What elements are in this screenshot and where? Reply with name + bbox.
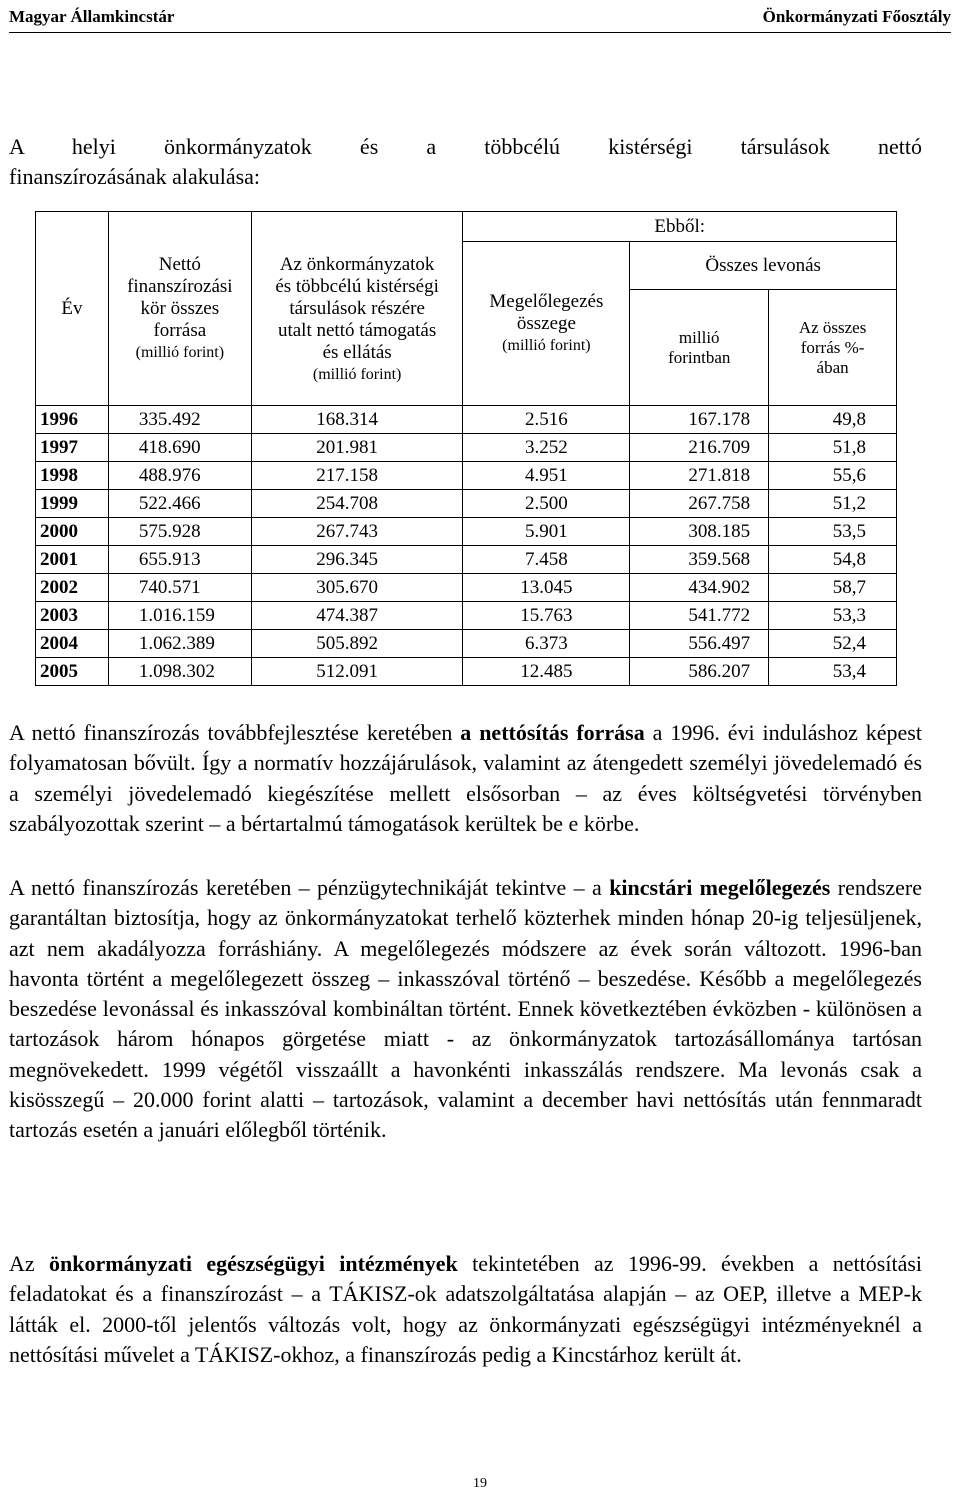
table-cell-pct: 54,8 xyxy=(769,546,897,574)
table-cell-pct: 51,2 xyxy=(769,490,897,518)
header-support-line: társulások részére xyxy=(289,297,425,319)
table-cell-source: 1.098.302 xyxy=(108,658,251,686)
paragraph-2 xyxy=(9,873,922,1146)
title-line-1: A helyi önkormányzatok és a többcélú kistérségi társulások nettó xyxy=(9,134,922,159)
para1-text-a: A nettó finanszírozás továbbfejlesztése keretében xyxy=(9,720,461,745)
table-cell-pct: 53,5 xyxy=(769,518,897,546)
table-cell-pct: 53,4 xyxy=(769,658,897,686)
header-advance-line: összege xyxy=(516,312,576,334)
table-cell-support: 512.091 xyxy=(251,658,463,686)
table-cell-support: 474.387 xyxy=(251,602,463,630)
para2-text-c: rendszere garantáltan biztosítja, hogy az önkormányzatokat terhelő közterhek minden hónap 20-ig teljesüljenek, azt nem akadályozza forráshiány. A megelőlegezés módszere az évek során változott. 1996-ban havonta történt a megelőlegezett összeg – inkasszóval történő – beszedése. Később a megelőlegezés beszedése levonással és inkasszóval kombináltan történt. Ennek következtében évközben - különösen a tartozások három hónapos görgetése miatt - az önkormányzatok tartozásállománya tartósan megnövekedett. 1999 végétől visszaállt a havonkénti inkasszálás rendszere. Ma levonás csak a kisösszegű – 20.000 forint alatti – tartozások, valamint a december havi nettósítás után fennmaradt tartozás esetén a januári előlegből történik. xyxy=(9,875,923,1143)
table-cell-pct: 55,6 xyxy=(769,462,897,490)
table-row xyxy=(36,518,897,546)
page-number: 19 xyxy=(473,1476,487,1491)
table-cell-support: 296.345 xyxy=(251,546,463,574)
header-source-line: finanszírozási xyxy=(127,275,233,297)
table-cell-support: 305.670 xyxy=(251,574,463,602)
financing-table xyxy=(35,211,897,686)
section-title xyxy=(9,132,922,192)
table-cell-advance: 13.045 xyxy=(463,574,630,602)
paragraph-1 xyxy=(9,718,922,839)
header-pct-line: forrás %- xyxy=(800,337,865,357)
table-cell-advance: 3.252 xyxy=(463,434,630,462)
table-cell-source: 655.913 xyxy=(108,546,251,574)
table-cell-source: 335.492 xyxy=(108,406,251,434)
table-cell-year: 2001 xyxy=(36,546,109,574)
para2-text-a: A nettó finanszírozás keretében – pénzügytechnikáját tekintve – a xyxy=(9,875,610,900)
table-cell-support: 168.314 xyxy=(251,406,463,434)
table-cell-mft: 271.818 xyxy=(630,462,769,490)
header-support-line: és ellátás xyxy=(322,341,392,363)
table-cell-year: 1999 xyxy=(36,490,109,518)
table-row xyxy=(36,490,897,518)
header-pct-line: Az összes xyxy=(798,317,867,337)
table-cell-source: 1.016.159 xyxy=(108,602,251,630)
paragraph-3 xyxy=(9,1249,922,1370)
header-levonas: Összes levonás xyxy=(630,242,897,290)
table-row xyxy=(36,434,897,462)
para1-text-c: a 1996. évi induláshoz képest folyamatosan bővült. Így a normatív hozzájárulások, valamint az átengedett személyi jövedelemadó és a személyi jövedelemadó kiegészítése mellett elsősorban – az éves költségvetési törvényben szabályozottak szerint – a bértartalmú támogatások kerültek be e körbe. xyxy=(9,720,922,836)
table-row xyxy=(36,574,897,602)
header-support xyxy=(251,212,463,406)
table-cell-year: 2000 xyxy=(36,518,109,546)
table-cell-advance: 5.901 xyxy=(463,518,630,546)
table-row xyxy=(36,602,897,630)
table-cell-year: 2003 xyxy=(36,602,109,630)
header-left: Magyar Államkincstár xyxy=(9,7,175,26)
para2-bold: kincstári megelőlegezés xyxy=(609,875,831,900)
table-cell-advance: 2.500 xyxy=(463,490,630,518)
header-support-line: Az önkormányzatok xyxy=(279,253,435,275)
para1-bold: a nettósítás forrása xyxy=(460,720,645,745)
table-cell-year: 1996 xyxy=(36,406,109,434)
table-cell-source: 575.928 xyxy=(108,518,251,546)
table-cell-year: 1998 xyxy=(36,462,109,490)
table-cell-pct: 52,4 xyxy=(769,630,897,658)
header-source-unit: (millió forint) xyxy=(135,343,225,361)
header-ebbol: Ebből: xyxy=(463,212,897,242)
table-cell-source: 418.690 xyxy=(108,434,251,462)
table-cell-mft: 434.902 xyxy=(630,574,769,602)
header-pct xyxy=(769,290,897,406)
table-cell-advance: 15.763 xyxy=(463,602,630,630)
table-body xyxy=(36,406,897,686)
header-source-line: forrása xyxy=(153,319,207,341)
table-cell-advance: 6.373 xyxy=(463,630,630,658)
header-support-unit: (millió forint) xyxy=(312,365,402,383)
header-source-line: kör összes xyxy=(140,297,220,319)
table-cell-pct: 53,3 xyxy=(769,602,897,630)
title-line-2: finanszírozásának alakulása: xyxy=(9,164,261,189)
table-cell-support: 201.981 xyxy=(251,434,463,462)
header-rule xyxy=(9,32,951,33)
table-cell-pct: 49,8 xyxy=(769,406,897,434)
header-advance-line: Megelőlegezés xyxy=(489,290,604,312)
header-support-line: és többcélú kistérségi xyxy=(275,275,439,297)
table-row xyxy=(36,462,897,490)
table-cell-source: 488.976 xyxy=(108,462,251,490)
table-cell-mft: 216.709 xyxy=(630,434,769,462)
header-advance-unit: (millió forint) xyxy=(502,336,591,354)
table-cell-mft: 541.772 xyxy=(630,602,769,630)
table-cell-advance: 7.458 xyxy=(463,546,630,574)
header-advance xyxy=(463,242,630,406)
para3-bold: önkormányzati egészségügyi intézmények xyxy=(49,1251,458,1276)
table-cell-year: 2002 xyxy=(36,574,109,602)
table-cell-advance: 12.485 xyxy=(463,658,630,686)
header-support-line: utalt nettó támogatás xyxy=(277,319,437,341)
table-cell-mft: 586.207 xyxy=(630,658,769,686)
table-row xyxy=(36,630,897,658)
header-pct-line: ában xyxy=(816,357,849,377)
table-cell-advance: 4.951 xyxy=(463,462,630,490)
table-cell-source: 740.571 xyxy=(108,574,251,602)
table-cell-mft: 308.185 xyxy=(630,518,769,546)
header-mft-line: millió xyxy=(678,327,720,347)
table-cell-year: 2004 xyxy=(36,630,109,658)
table-cell-support: 217.158 xyxy=(251,462,463,490)
table-cell-support: 254.708 xyxy=(251,490,463,518)
table-cell-support: 267.743 xyxy=(251,518,463,546)
table-row xyxy=(36,406,897,434)
table-cell-source: 522.466 xyxy=(108,490,251,518)
header-year: Év xyxy=(36,212,109,406)
table-cell-year: 2005 xyxy=(36,658,109,686)
header-right: Önkormányzati Főosztály xyxy=(762,7,951,26)
table-cell-source: 1.062.389 xyxy=(108,630,251,658)
table-cell-pct: 58,7 xyxy=(769,574,897,602)
table-cell-mft: 556.497 xyxy=(630,630,769,658)
table-row xyxy=(36,658,897,686)
table-cell-pct: 51,8 xyxy=(769,434,897,462)
header-mft xyxy=(630,290,769,406)
para3-text-a: Az xyxy=(9,1251,50,1276)
page-header xyxy=(9,3,951,33)
table-cell-mft: 267.758 xyxy=(630,490,769,518)
table-cell-mft: 167.178 xyxy=(630,406,769,434)
table-cell-advance: 2.516 xyxy=(463,406,630,434)
table-cell-mft: 359.568 xyxy=(630,546,769,574)
header-mft-line: forintban xyxy=(668,347,731,367)
header-source xyxy=(108,212,251,406)
table-row xyxy=(36,546,897,574)
table-cell-support: 505.892 xyxy=(251,630,463,658)
table-cell-year: 1997 xyxy=(36,434,109,462)
header-source-line: Nettó xyxy=(158,253,201,275)
para3-text-c: tekintetében az 1996-99. években a nettósítási feladatokat és a finanszírozást – a TÁKISZ-ok adatszolgáltatása alapján – az OEP, illetve a MEP-k látták el. 2000-től jelentős változás volt, hogy az önkormányzati egészségügyi intézményeknél a nettósítási művelet a TÁKISZ-okhoz, a finanszírozás pedig a Kincstárhoz került át. xyxy=(9,1251,923,1367)
